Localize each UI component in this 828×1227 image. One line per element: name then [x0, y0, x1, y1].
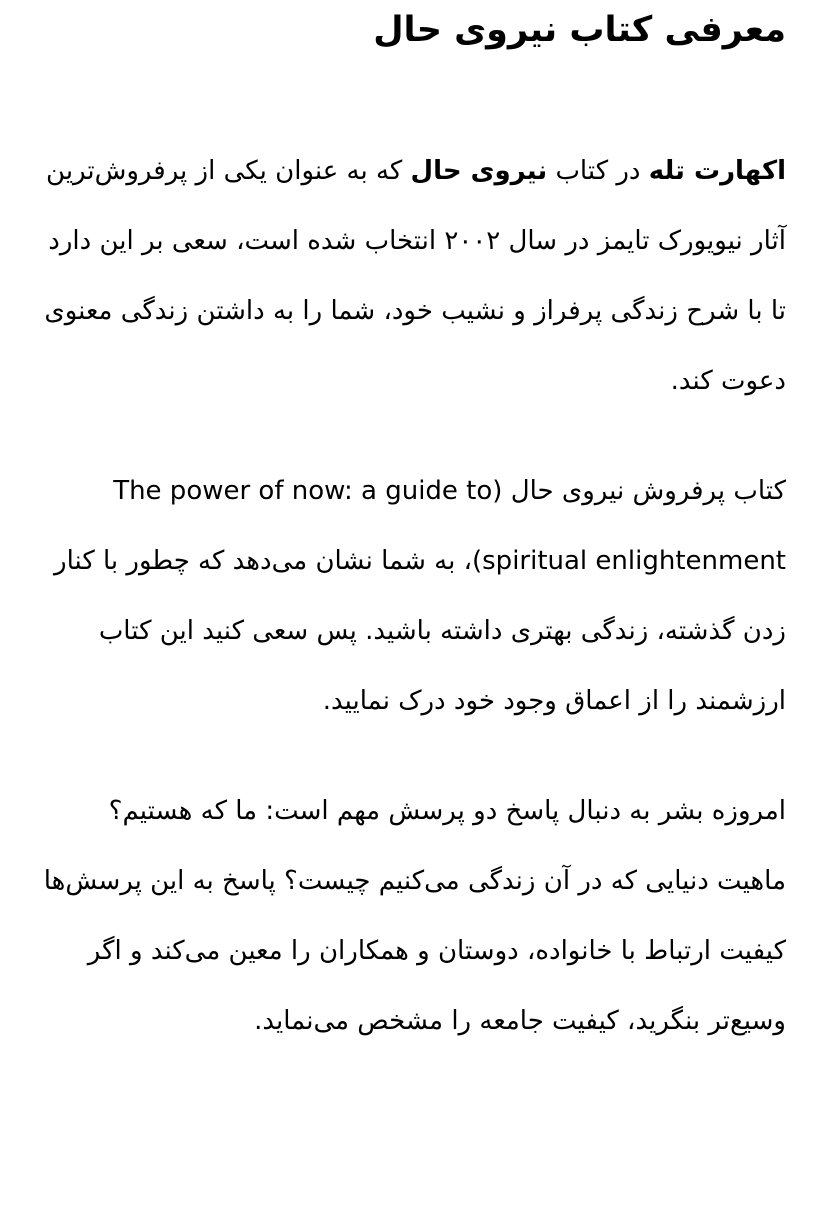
book-name: نیروی حال — [410, 156, 548, 186]
paragraph-book-description — [42, 456, 786, 736]
author-name: اکهارت تله — [648, 156, 786, 186]
english-book-title: The power of now: a guide to spiritual enlightenment — [113, 476, 786, 576]
paragraph-intro-text-2: که به عنوان یکی از پرفروش‌ترین آثار نیویورک تایمز در سال ۲۰۰۲ انتخاب شده است، سعی بر این دارد تا با شرح زندگی پرفراز و نشیب خود، شما را به داشتن زندگی معنوی دعوت کند. — [44, 156, 786, 396]
paragraph-questions: امروزه بشر به دنبال پاسخ دو پرسش مهم است: ما که هستیم؟ ماهیت دنیایی که در آن زندگی می‌کنیم چیست؟ پاسخ به این پرسش‌ها کیفیت ارتباط با خانواده، دوستان و همکاران را معین می‌کند و اگر وسیع‌تر بنگرید، کیفیت جامعه را مشخص می‌نماید. — [43, 796, 786, 1036]
paragraph-book-text-2: )، به شما نشان می‌دهد که چطور با کنار زدن گذشته، زندگی بهتری داشته باشید. پس سعی کنید این کتاب ارزشمند را از اعماق وجود خود درک نمایید. — [54, 546, 786, 716]
paragraph-intro-text-1: در کتاب — [547, 156, 649, 186]
paragraph-intro — [42, 136, 786, 416]
paragraph-book-text-1: کتاب پرفروش نیروی حال ( — [492, 476, 786, 506]
page-title: معرفی کتاب نیروی حال — [373, 10, 786, 50]
article — [42, 0, 786, 1056]
